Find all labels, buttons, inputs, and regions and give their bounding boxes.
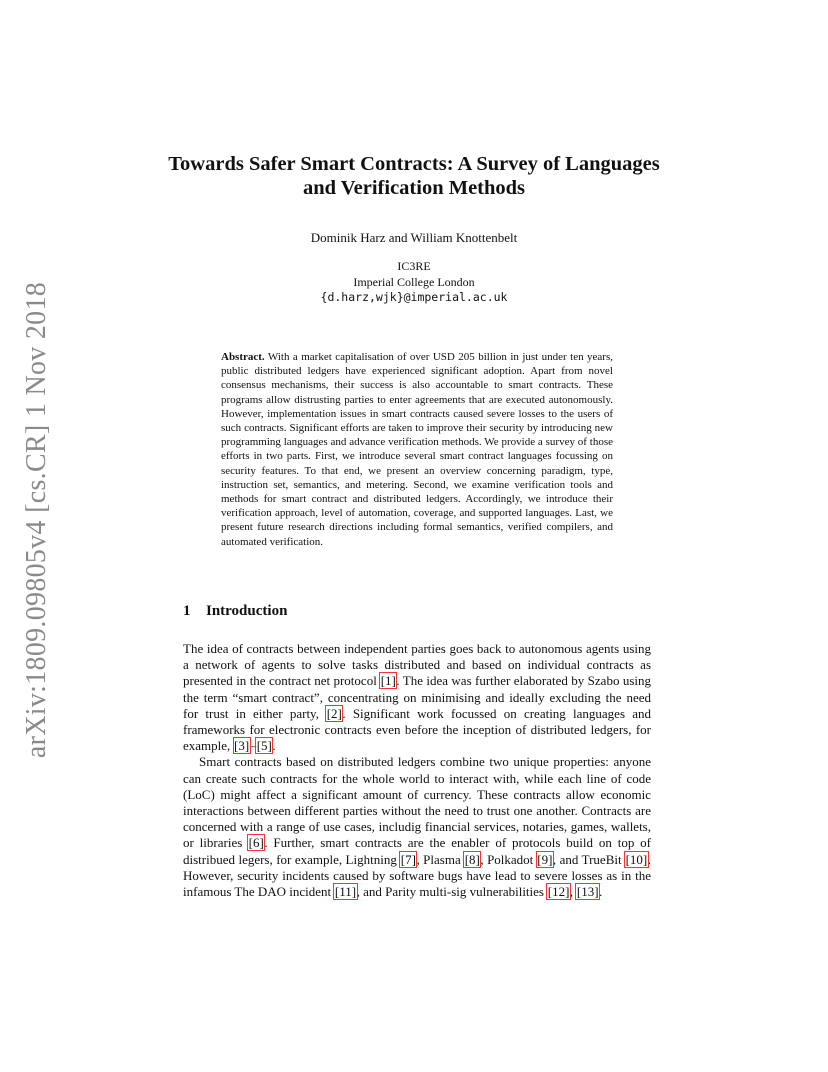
citation-link-9[interactable]: [9] (537, 851, 553, 867)
paragraph-text: , and TrueBit (552, 851, 626, 867)
affiliation-block (150, 259, 678, 306)
paragraph-text: , Plasma (416, 851, 465, 867)
paragraph-text: Smart contracts based on distributed ledgers combine two unique properties: anyone can create such contracts for the whole world to interact with, while each line of code (LoC) might affect a significant amount of currency. These contracts allow economic interactions between different parties without the need to trust one another. Contracts are concerned with a range of use cases, includig financial services, notaries, games, wallets, or libraries (183, 754, 651, 851)
paragraph-text: – (249, 738, 257, 754)
citation-link-3[interactable]: [3] (234, 738, 250, 754)
citation-link-1[interactable]: [1] (380, 673, 396, 689)
paragraph-text: . However, security incidents caused by software bugs have lead to severe losses as in the infamous The DAO incident (183, 851, 651, 900)
affiliation-institution: Imperial College London (353, 274, 475, 289)
author-list: Dominik Harz and William Knottenbelt (310, 230, 518, 245)
citation-link-10[interactable]: [10] (625, 851, 648, 867)
paragraph-text: . (272, 738, 276, 754)
citation-link-2[interactable]: [2] (326, 705, 342, 721)
citation-link-13[interactable]: [13] (576, 884, 599, 900)
arxiv-identifier-banner (14, 281, 60, 759)
section-heading (183, 603, 287, 620)
author-email: {d.harz,wjk}@imperial.ac.uk (320, 290, 508, 304)
arxiv-identifier-text: arXiv:1809.09805v4 [cs.CR] 1 Nov 2018 (21, 281, 52, 759)
citation-link-12[interactable]: [12] (547, 884, 570, 900)
paragraph-text: , (569, 884, 577, 900)
paragraph-text: . Further, smart contracts are the enabler of protocols build on top of distribued legers, for example, Lightning (183, 835, 652, 867)
paragraph-2 (183, 754, 651, 900)
paragraph-text: The idea of contracts between independent parties goes back to autonomous agents using a network of agents to solve tasks distributed and based on individual contracts as presented in the contract net protocol (183, 641, 651, 689)
abstract-text: With a market capitalisation of over USD 205 billion in just under ten years, public distributed ledgers have experienced significant adoption. Apart from novel consensus mechanisms, their success is also accountable to smart contracts. These programs allow distrusting parties to enter agreements that are executed autonomously. However, implementation issues in smart contracts caused severe losses to the users of such contracts. Significant efforts are taken to improve their security by introducing new programming languages and advance verification methods. We provide a survey of those efforts in two parts. First, we introduce several smart contract languages focussing on security features. To that end, we present an overview concerning paradigm, type, instruction set, semantics, and metering. Second, we examine verification tools and methods for smart contract and distributed ledgers. Accordingly, we introduce their verification approach, level of automation, coverage, and supported languages. Last, we present future research directions including formal semantics, verified compilers, and automated verification. (221, 351, 613, 548)
paragraph-1 (183, 641, 651, 754)
citation-link-8[interactable]: [8] (464, 851, 480, 867)
section-number: 1 (183, 603, 191, 619)
section-title: Introduction (206, 603, 288, 619)
abstract (221, 350, 613, 549)
affiliation-group: IC3RE (397, 259, 431, 273)
paragraph-text: . The idea was further elaborated by Szabo using the term “smart contract”, concentrating on minimising and ideally excluding the need for trust in either party, (183, 673, 652, 721)
paper-title: Towards Safer Smart Contracts: A Survey of Languages and Verification Methods (168, 153, 660, 199)
paragraph-text: , and Parity multi-sig vulnerabilities (356, 884, 548, 900)
paragraph-text: , Polkadot (480, 851, 537, 867)
paragraph-text: . (599, 884, 603, 900)
paragraph-text: . Significant work focussed on creating languages and frameworks for electronic contracts even before the inception of distributed ledgers, for example, (183, 705, 651, 754)
citation-link-7[interactable]: [7] (400, 851, 416, 867)
citation-link-5[interactable]: [5] (256, 738, 272, 754)
abstract-label: Abstract. (221, 351, 265, 363)
introduction-body (183, 641, 651, 900)
citation-link-11[interactable]: [11] (334, 884, 357, 900)
citation-link-6[interactable]: [6] (248, 835, 264, 851)
